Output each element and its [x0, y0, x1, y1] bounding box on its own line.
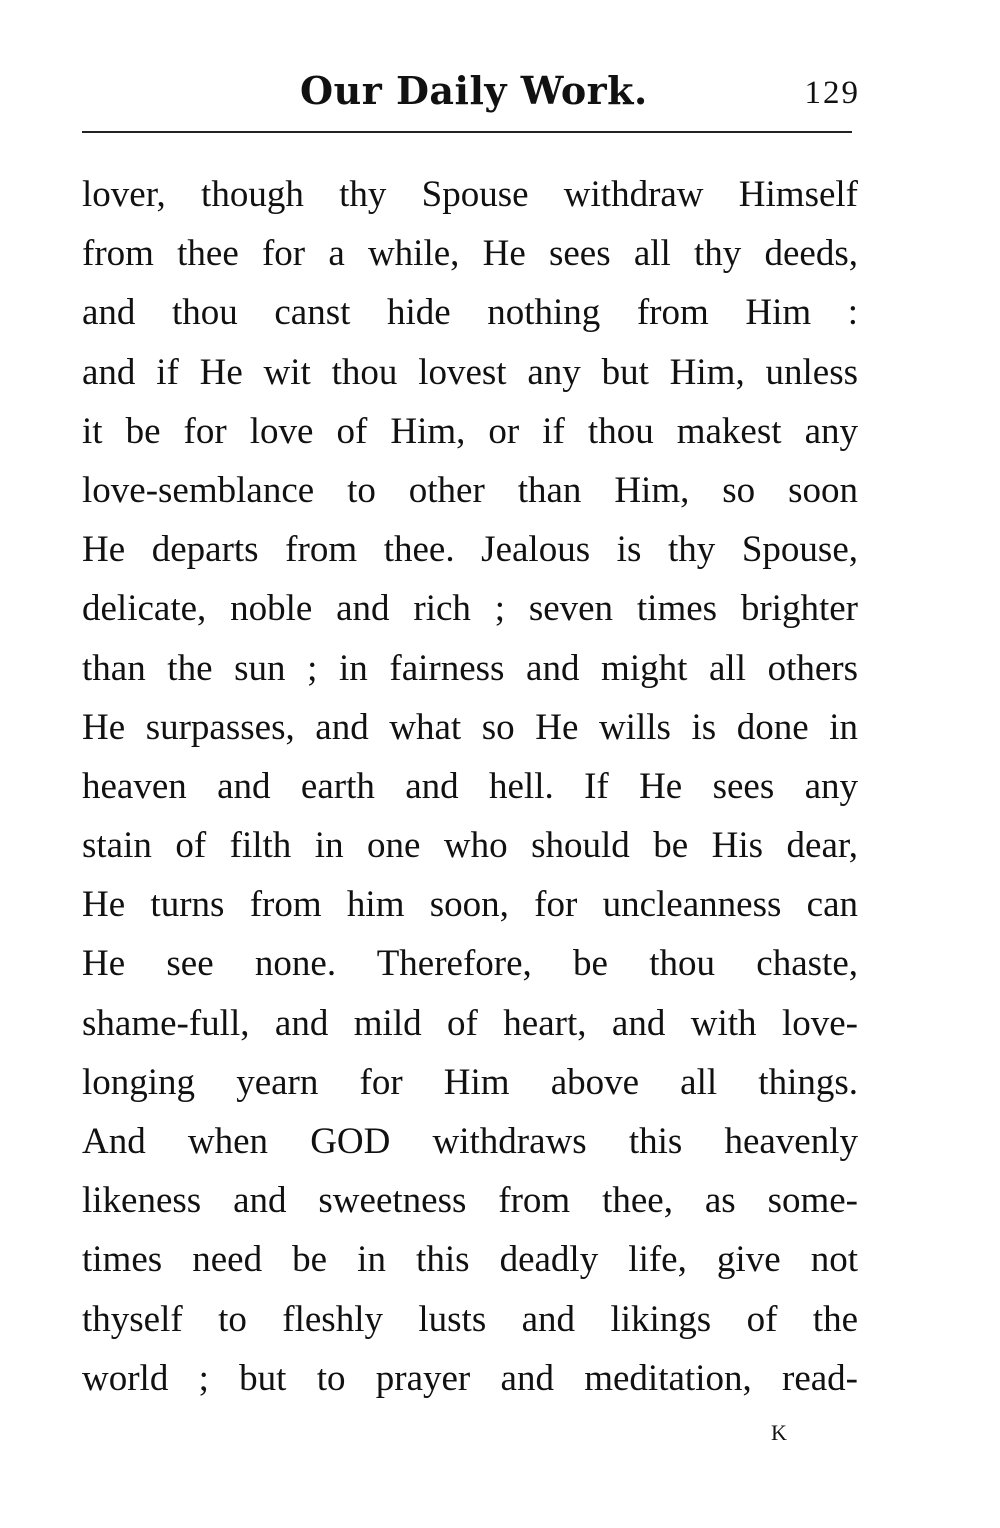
text-line: heaven and earth and hell. If He sees any [82, 765, 858, 807]
text-line: than the sun ; in fairness and might all others [82, 647, 858, 689]
text-line: stain of filth in one who should be His dear, [82, 825, 858, 867]
text-line: thyself to fleshly lusts and likings of the [82, 1298, 858, 1340]
text-line: He surpasses, and what so He wills is done in [82, 706, 858, 748]
body-text [82, 165, 858, 1408]
text-line: delicate, noble and rich ; seven times brighter [82, 588, 858, 630]
header-rule [82, 131, 852, 133]
text-line: it be for love of Him, or if thou makest any [82, 410, 858, 452]
text-line: He turns from him soon, for uncleanness can [82, 884, 858, 926]
text-line: from thee for a while, He sees all thy deeds, [82, 233, 858, 275]
text-line: longing yearn for Him above all things. [82, 1061, 858, 1103]
text-line: love-semblance to other than Him, so soon [82, 469, 858, 511]
text-line: and thou canst hide nothing from Him : [82, 292, 858, 334]
text-line: And when GOD withdraws this heavenly [82, 1121, 858, 1162]
text-line: He see none. Therefore, be thou chaste, [82, 943, 858, 985]
signature-mark: K [771, 1420, 787, 1445]
text-line: shame-full, and mild of heart, and with love- [82, 1002, 858, 1044]
text-line: times need be in this deadly life, give not [82, 1239, 858, 1281]
text-line: He departs from thee. Jealous is thy Spouse, [82, 529, 858, 571]
text-line: world ; but to prayer and meditation, read- [82, 1357, 858, 1399]
running-title: Our Daily Work. [300, 68, 648, 113]
page-number: 129 [804, 75, 860, 111]
text-line: lover, though thy Spouse withdraw Himself [82, 174, 858, 215]
text-line: likeness and sweetness from thee, as some- [82, 1180, 858, 1222]
text-line: and if He wit thou lovest any but Him, unless [82, 351, 858, 393]
